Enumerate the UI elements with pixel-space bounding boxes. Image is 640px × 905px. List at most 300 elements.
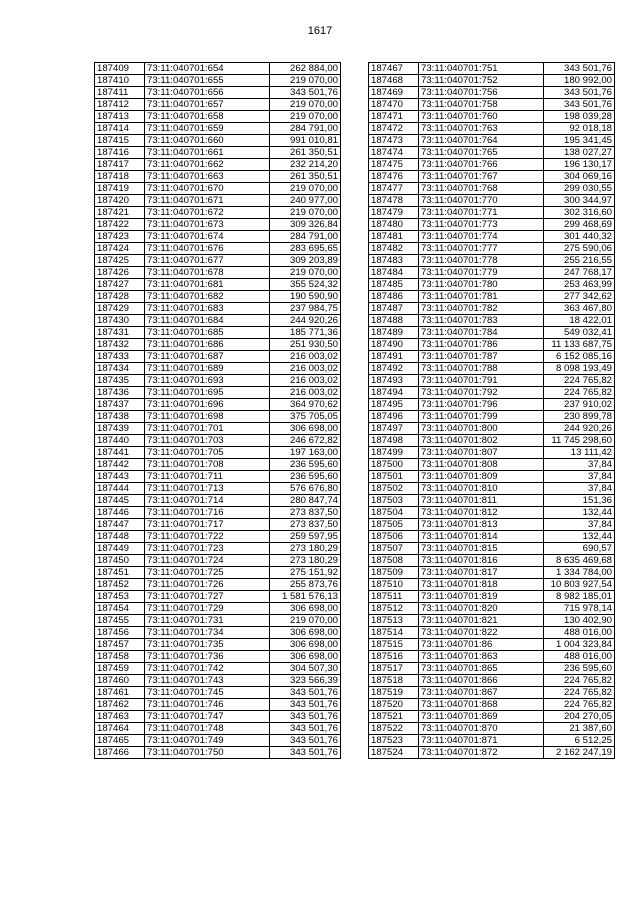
row-id-cell: 187505: [369, 519, 419, 531]
cadastral-number-cell: 73:11:040701:748: [145, 723, 270, 735]
cadastral-number-cell: 73:11:040701:654: [145, 63, 270, 75]
cadastral-number-cell: 73:11:040701:698: [145, 411, 270, 423]
table-row: [95, 327, 341, 339]
row-id-cell: 187470: [369, 99, 419, 111]
row-id-cell: 187416: [95, 147, 145, 159]
cadastral-number-cell: 73:11:040701:780: [419, 279, 544, 291]
cadastral-number-cell: 73:11:040701:717: [145, 519, 270, 531]
row-id-cell: 187445: [95, 495, 145, 507]
row-id-cell: 187430: [95, 315, 145, 327]
cadastral-number-cell: 73:11:040701:816: [419, 555, 544, 567]
table-row: [369, 387, 615, 399]
row-id-cell: 187508: [369, 555, 419, 567]
cadastral-number-cell: 73:11:040701:763: [419, 123, 544, 135]
value-cell: 261 350,51: [270, 147, 341, 159]
table-row: [95, 507, 341, 519]
row-id-cell: 187435: [95, 375, 145, 387]
cadastral-number-cell: 73:11:040701:743: [145, 675, 270, 687]
value-cell: 6 152 085,16: [544, 351, 615, 363]
row-id-cell: 187424: [95, 243, 145, 255]
cadastral-number-cell: 73:11:040701:767: [419, 171, 544, 183]
cadastral-number-cell: 73:11:040701:867: [419, 687, 544, 699]
cadastral-number-cell: 73:11:040701:723: [145, 543, 270, 555]
cadastral-number-cell: 73:11:040701:689: [145, 363, 270, 375]
cadastral-number-cell: 73:11:040701:695: [145, 387, 270, 399]
value-cell: 219 070,00: [270, 99, 341, 111]
row-id-cell: 187451: [95, 567, 145, 579]
value-cell: 190 590,90: [270, 291, 341, 303]
cadastral-number-cell: 73:11:040701:822: [419, 627, 544, 639]
table-row: [95, 735, 341, 747]
row-id-cell: 187442: [95, 459, 145, 471]
row-id-cell: 187524: [369, 747, 419, 759]
cadastral-number-cell: 73:11:040701:865: [419, 663, 544, 675]
value-cell: 301 440,32: [544, 231, 615, 243]
table-row: [369, 723, 615, 735]
value-cell: 216 003,02: [270, 387, 341, 399]
row-id-cell: 187429: [95, 303, 145, 315]
value-cell: 224 765,82: [544, 675, 615, 687]
row-id-cell: 187464: [95, 723, 145, 735]
table-row: [95, 687, 341, 699]
value-cell: 283 695,65: [270, 243, 341, 255]
table-row: [95, 519, 341, 531]
row-id-cell: 187510: [369, 579, 419, 591]
row-id-cell: 187521: [369, 711, 419, 723]
table-row: [369, 699, 615, 711]
value-cell: 21 387,60: [544, 723, 615, 735]
value-cell: 363 467,80: [544, 303, 615, 315]
table-row: [369, 507, 615, 519]
value-cell: 219 070,00: [270, 75, 341, 87]
table-row: [369, 363, 615, 375]
row-id-cell: 187409: [95, 63, 145, 75]
table-row: [369, 87, 615, 99]
row-id-cell: 187509: [369, 567, 419, 579]
table-row: [369, 447, 615, 459]
row-id-cell: 187477: [369, 183, 419, 195]
value-cell: 343 501,76: [270, 87, 341, 99]
row-id-cell: 187458: [95, 651, 145, 663]
value-cell: 8 635 469,68: [544, 555, 615, 567]
table-row: [369, 219, 615, 231]
cadastral-number-cell: 73:11:040701:681: [145, 279, 270, 291]
page-number: 1617: [307, 25, 333, 37]
row-id-cell: 187461: [95, 687, 145, 699]
cadastral-number-cell: 73:11:040701:658: [145, 111, 270, 123]
cadastral-number-cell: 73:11:040701:676: [145, 243, 270, 255]
value-cell: 306 698,00: [270, 627, 341, 639]
table-row: [369, 579, 615, 591]
value-cell: 132,44: [544, 507, 615, 519]
value-cell: 304 507,30: [270, 663, 341, 675]
table-row: [95, 603, 341, 615]
value-cell: 132,44: [544, 531, 615, 543]
table-row: [369, 675, 615, 687]
value-cell: 259 597,95: [270, 531, 341, 543]
value-cell: 11 133 687,75: [544, 339, 615, 351]
cadastral-number-cell: 73:11:040701:750: [145, 747, 270, 759]
cadastral-number-cell: 73:11:040701:765: [419, 147, 544, 159]
value-cell: 255 216,55: [544, 255, 615, 267]
value-cell: 37,84: [544, 471, 615, 483]
cadastral-number-cell: 73:11:040701:813: [419, 519, 544, 531]
value-cell: 1 581 576,13: [270, 591, 341, 603]
cadastral-number-cell: 73:11:040701:682: [145, 291, 270, 303]
table-row: [95, 675, 341, 687]
value-cell: 375 705,05: [270, 411, 341, 423]
value-cell: 216 003,02: [270, 351, 341, 363]
table-row: [369, 399, 615, 411]
table-row: [95, 171, 341, 183]
row-id-cell: 187438: [95, 411, 145, 423]
table-row: [369, 255, 615, 267]
table-row: [95, 711, 341, 723]
cadastral-number-cell: 73:11:040701:802: [419, 435, 544, 447]
table-row: [369, 315, 615, 327]
row-id-cell: 187490: [369, 339, 419, 351]
value-cell: 219 070,00: [270, 183, 341, 195]
row-id-cell: 187423: [95, 231, 145, 243]
row-id-cell: 187492: [369, 363, 419, 375]
row-id-cell: 187428: [95, 291, 145, 303]
row-id-cell: 187443: [95, 471, 145, 483]
cadastral-number-cell: 73:11:040701:729: [145, 603, 270, 615]
table-row: [369, 267, 615, 279]
row-id-cell: 187504: [369, 507, 419, 519]
cadastral-number-cell: 73:11:040701:800: [419, 423, 544, 435]
cadastral-number-cell: 73:11:040701:714: [145, 495, 270, 507]
table-row: [369, 471, 615, 483]
cadastral-number-cell: 73:11:040701:713: [145, 483, 270, 495]
cadastral-number-cell: 73:11:040701:871: [419, 735, 544, 747]
cadastral-number-cell: 73:11:040701:722: [145, 531, 270, 543]
cadastral-number-cell: 73:11:040701:869: [419, 711, 544, 723]
table-row: [95, 63, 341, 75]
value-cell: 37,84: [544, 483, 615, 495]
row-id-cell: 187522: [369, 723, 419, 735]
cadastral-number-cell: 73:11:040701:725: [145, 567, 270, 579]
table-row: [95, 567, 341, 579]
value-cell: 343 501,76: [270, 687, 341, 699]
value-cell: 237 984,75: [270, 303, 341, 315]
value-cell: 299 468,69: [544, 219, 615, 231]
table-row: [95, 555, 341, 567]
row-id-cell: 187441: [95, 447, 145, 459]
cadastral-number-cell: 73:11:040701:792: [419, 387, 544, 399]
cadastral-number-cell: 73:11:040701:788: [419, 363, 544, 375]
row-id-cell: 187456: [95, 627, 145, 639]
table-row: [369, 615, 615, 627]
row-id-cell: 187475: [369, 159, 419, 171]
cadastral-number-cell: 73:11:040701:660: [145, 135, 270, 147]
cadastral-number-cell: 73:11:040701:661: [145, 147, 270, 159]
value-cell: 219 070,00: [270, 615, 341, 627]
cadastral-number-cell: 73:11:040701:749: [145, 735, 270, 747]
row-id-cell: 187436: [95, 387, 145, 399]
table-row: [369, 207, 615, 219]
cadastral-number-cell: 73:11:040701:727: [145, 591, 270, 603]
table-row: [369, 627, 615, 639]
row-id-cell: 187450: [95, 555, 145, 567]
row-id-cell: 187447: [95, 519, 145, 531]
cadastral-number-cell: 73:11:040701:779: [419, 267, 544, 279]
row-id-cell: 187520: [369, 699, 419, 711]
row-id-cell: 187495: [369, 399, 419, 411]
row-id-cell: 187452: [95, 579, 145, 591]
table-row: [369, 243, 615, 255]
cadastral-number-cell: 73:11:040701:685: [145, 327, 270, 339]
value-cell: 151,36: [544, 495, 615, 507]
cadastral-number-cell: 73:11:040701:747: [145, 711, 270, 723]
value-cell: 13 111,42: [544, 447, 615, 459]
row-id-cell: 187448: [95, 531, 145, 543]
row-id-cell: 187496: [369, 411, 419, 423]
cadastral-number-cell: 73:11:040701:791: [419, 375, 544, 387]
cadastral-number-cell: 73:11:040701:656: [145, 87, 270, 99]
table-row: [95, 339, 341, 351]
row-id-cell: 187511: [369, 591, 419, 603]
row-id-cell: 187483: [369, 255, 419, 267]
table-row: [369, 423, 615, 435]
value-cell: 240 977,00: [270, 195, 341, 207]
table-row: [95, 195, 341, 207]
row-id-cell: 187421: [95, 207, 145, 219]
value-cell: 343 501,76: [270, 723, 341, 735]
cadastral-number-cell: 73:11:040701:781: [419, 291, 544, 303]
table-row: [95, 435, 341, 447]
table-row: [95, 699, 341, 711]
value-cell: 576 676,80: [270, 483, 341, 495]
value-cell: 284 791,00: [270, 123, 341, 135]
table-row: [95, 399, 341, 411]
table-row: [95, 279, 341, 291]
cadastral-number-cell: 73:11:040701:662: [145, 159, 270, 171]
table-row: [369, 303, 615, 315]
cadastral-number-cell: 73:11:040701:734: [145, 627, 270, 639]
value-cell: 690,57: [544, 543, 615, 555]
value-cell: 138 027,27: [544, 147, 615, 159]
value-cell: 255 873,76: [270, 579, 341, 591]
row-id-cell: 187415: [95, 135, 145, 147]
row-id-cell: 187478: [369, 195, 419, 207]
cadastral-number-cell: 73:11:040701:674: [145, 231, 270, 243]
value-cell: 343 501,76: [270, 735, 341, 747]
table-row: [95, 255, 341, 267]
cadastral-number-cell: 73:11:040701:677: [145, 255, 270, 267]
value-cell: 219 070,00: [270, 267, 341, 279]
value-cell: 343 501,76: [270, 699, 341, 711]
row-id-cell: 187493: [369, 375, 419, 387]
row-id-cell: 187463: [95, 711, 145, 723]
row-id-cell: 187501: [369, 471, 419, 483]
table-row: [369, 63, 615, 75]
row-id-cell: 187427: [95, 279, 145, 291]
value-cell: 8 982 185,01: [544, 591, 615, 603]
table-row: [95, 723, 341, 735]
value-cell: 488 016,00: [544, 627, 615, 639]
cadastral-number-cell: 73:11:040701:742: [145, 663, 270, 675]
row-id-cell: 187437: [95, 399, 145, 411]
value-cell: 343 501,76: [270, 711, 341, 723]
value-cell: 343 501,76: [544, 63, 615, 75]
value-cell: 185 771,36: [270, 327, 341, 339]
table-row: [369, 435, 615, 447]
cadastral-number-cell: 73:11:040701:703: [145, 435, 270, 447]
table-row: [369, 291, 615, 303]
table-row: [95, 315, 341, 327]
value-cell: 306 698,00: [270, 423, 341, 435]
row-id-cell: 187462: [95, 699, 145, 711]
value-cell: 306 698,00: [270, 639, 341, 651]
row-id-cell: 187433: [95, 351, 145, 363]
row-id-cell: 187518: [369, 675, 419, 687]
cadastral-number-cell: 73:11:040701:774: [419, 231, 544, 243]
table-row: [95, 411, 341, 423]
cadastral-number-cell: 73:11:040701:799: [419, 411, 544, 423]
cadastral-number-cell: 73:11:040701:746: [145, 699, 270, 711]
cadastral-number-cell: 73:11:040701:683: [145, 303, 270, 315]
value-cell: 309 203,89: [270, 255, 341, 267]
table-row: [95, 447, 341, 459]
row-id-cell: 187494: [369, 387, 419, 399]
cadastral-number-cell: 73:11:040701:655: [145, 75, 270, 87]
table-row: [369, 531, 615, 543]
row-id-cell: 187460: [95, 675, 145, 687]
row-id-cell: 187459: [95, 663, 145, 675]
table-row: [95, 303, 341, 315]
cadastral-number-cell: 73:11:040701:872: [419, 747, 544, 759]
value-cell: 244 920,26: [544, 423, 615, 435]
table-row: [369, 411, 615, 423]
cadastral-number-cell: 73:11:040701:771: [419, 207, 544, 219]
table-row: [95, 99, 341, 111]
table-row: [95, 75, 341, 87]
row-id-cell: 187476: [369, 171, 419, 183]
value-cell: 230 899,78: [544, 411, 615, 423]
value-cell: 2 162 247,19: [544, 747, 615, 759]
value-cell: 196 130,17: [544, 159, 615, 171]
row-id-cell: 187419: [95, 183, 145, 195]
value-cell: 343 501,76: [544, 87, 615, 99]
cadastral-number-cell: 73:11:040701:809: [419, 471, 544, 483]
table-row: [95, 363, 341, 375]
value-cell: 232 214,20: [270, 159, 341, 171]
row-id-cell: 187491: [369, 351, 419, 363]
cadastral-number-cell: 73:11:040701:684: [145, 315, 270, 327]
cadastral-number-cell: 73:11:040701:814: [419, 531, 544, 543]
cadastral-number-cell: 73:11:040701:673: [145, 219, 270, 231]
row-id-cell: 187479: [369, 207, 419, 219]
value-cell: 273 180,29: [270, 555, 341, 567]
value-cell: 236 595,60: [544, 663, 615, 675]
table-row: [95, 207, 341, 219]
row-id-cell: 187506: [369, 531, 419, 543]
cadastral-number-cell: 73:11:040701:818: [419, 579, 544, 591]
value-cell: 244 920,26: [270, 315, 341, 327]
value-cell: 224 765,82: [544, 699, 615, 711]
table-row: [369, 279, 615, 291]
cadastral-number-cell: 73:11:040701:724: [145, 555, 270, 567]
value-cell: 216 003,02: [270, 375, 341, 387]
value-cell: 253 463,99: [544, 279, 615, 291]
cadastral-number-cell: 73:11:040701:787: [419, 351, 544, 363]
row-id-cell: 187465: [95, 735, 145, 747]
row-id-cell: 187473: [369, 135, 419, 147]
row-id-cell: 187482: [369, 243, 419, 255]
row-id-cell: 187500: [369, 459, 419, 471]
value-cell: 247 768,17: [544, 267, 615, 279]
cadastral-number-cell: 73:11:040701:708: [145, 459, 270, 471]
table-row: [369, 603, 615, 615]
row-id-cell: 187439: [95, 423, 145, 435]
value-cell: 343 501,76: [544, 99, 615, 111]
table-row: [95, 123, 341, 135]
row-id-cell: 187502: [369, 483, 419, 495]
cadastral-number-cell: 73:11:040701:756: [419, 87, 544, 99]
cadastral-number-cell: 73:11:040701:693: [145, 375, 270, 387]
row-id-cell: 187412: [95, 99, 145, 111]
value-cell: 262 884,00: [270, 63, 341, 75]
row-id-cell: 187472: [369, 123, 419, 135]
row-id-cell: 187425: [95, 255, 145, 267]
table-row: [95, 459, 341, 471]
value-cell: 323 566,39: [270, 675, 341, 687]
value-cell: 261 350,51: [270, 171, 341, 183]
table-row: [95, 579, 341, 591]
row-id-cell: 187484: [369, 267, 419, 279]
table-row: [95, 639, 341, 651]
row-id-cell: 187512: [369, 603, 419, 615]
row-id-cell: 187469: [369, 87, 419, 99]
row-id-cell: 187486: [369, 291, 419, 303]
row-id-cell: 187449: [95, 543, 145, 555]
value-cell: 37,84: [544, 459, 615, 471]
cadastral-number-cell: 73:11:040701:86: [419, 639, 544, 651]
table-row: [369, 459, 615, 471]
table-row: [95, 663, 341, 675]
cadastral-number-cell: 73:11:040701:764: [419, 135, 544, 147]
value-cell: 1 334 784,00: [544, 567, 615, 579]
value-cell: 343 501,76: [270, 747, 341, 759]
cadastral-number-cell: 73:11:040701:784: [419, 327, 544, 339]
value-cell: 355 524,32: [270, 279, 341, 291]
value-cell: 180 992,00: [544, 75, 615, 87]
row-id-cell: 187480: [369, 219, 419, 231]
table-row: [95, 219, 341, 231]
row-id-cell: 187446: [95, 507, 145, 519]
value-cell: 224 765,82: [544, 687, 615, 699]
cadastral-number-cell: 73:11:040701:751: [419, 63, 544, 75]
value-cell: 130 402,90: [544, 615, 615, 627]
value-cell: 277 342,62: [544, 291, 615, 303]
table-row: [369, 135, 615, 147]
table-row: [95, 183, 341, 195]
row-id-cell: 187513: [369, 615, 419, 627]
table-row: [369, 495, 615, 507]
value-cell: 11 745 298,60: [544, 435, 615, 447]
row-id-cell: 187474: [369, 147, 419, 159]
table-row: [95, 375, 341, 387]
table-right: [368, 62, 615, 759]
row-id-cell: 187453: [95, 591, 145, 603]
value-cell: 219 070,00: [270, 111, 341, 123]
row-id-cell: 187432: [95, 339, 145, 351]
table-row: [95, 495, 341, 507]
table-row: [369, 75, 615, 87]
row-id-cell: 187487: [369, 303, 419, 315]
table-left: [94, 62, 341, 759]
